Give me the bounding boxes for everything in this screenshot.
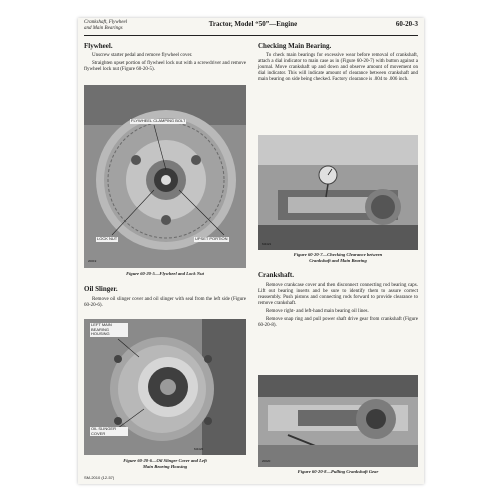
checking-caption-line1: Figure 60-20-7—Checking Clearance between [293,252,383,257]
flywheel-photo-id: 20019 [88,259,97,263]
crankshaft-caption: Figure 60-20-8—Pulling Crankshaft Gear [297,469,379,474]
oil-slinger-caption [84,458,246,469]
checking-photo [258,135,418,250]
callout-upset-portion: UPSET PORTION [195,236,228,241]
oil-slinger-photo-id: M4420 [194,447,204,451]
oil-slinger-paragraph-1: Remove oil slinger cover and oil slinger with seal from the left side (Figure 60-20-6). [84,297,246,308]
crankshaft-paragraph-3: Remove snap ring and pull power shaft drive gear from crankshaft (Figure 60-20-8). [258,317,418,328]
callout-lock-nut: LOCK NUT [97,236,118,241]
checking-heading: Checking Main Bearing. [258,42,332,50]
crankshaft-paragraph-1: Remove crankcase cover and then disconnect connecting rod bearing caps. Lift out bearing inserts and be sure to identify them to assure correct reassembly. Push pistons and connecting rods forward to provide clearance to remove crankshaft. [258,283,418,306]
checking-paragraph-1: To check main bearings for excessive wear before removal of crankshaft, attach a dial indicator to main case as in (Figure 60-20-7) with button against a journal. Move crankshaft up and down and observe amount of movement on dial indicator. This will indicate amount of clearance between crankshaft and main bearing on side being checked. Factory clearance is .004 to .006 inch. [258,53,418,82]
manual-page [78,18,424,484]
flywheel-paragraph-1: Unscrew starter pedal and remove flywheel cover. [92,53,193,58]
checking-text [258,53,418,83]
flywheel-caption: Figure 60-20-5—Flywheel and Lock Nut [126,271,204,276]
page-footer-code: SM-2010 (12-57) [84,475,115,480]
crankshaft-heading: Crankshaft. [258,271,294,279]
crankshaft-photo-id: 20020 [262,459,271,463]
oil-slinger-text [84,297,246,309]
crankshaft-paragraph-2: Remove right- and left-hand main bearing oil lines. [266,309,369,314]
flywheel-heading: Flywheel. [84,42,113,50]
section-header-line2: and Main Bearings [84,26,123,31]
section-header-line1: Crankshaft, Flywheel [84,20,128,25]
crankshaft-photo [258,375,418,467]
oil-slinger-photo [84,319,246,455]
callout-oil-slinger-cover: OIL SLINGER COVER [90,427,128,436]
callout-clamping-bolt: FLYWHEEL CLAMPING BOLT [131,118,186,123]
crankshaft-text [258,283,418,329]
page-title: Tractor, Model “50”—Engine [208,20,298,28]
flywheel-paragraph-2: Straighten upset portion of flywheel lock nut with a screwdriver and remove flywheel lock nut (Figure 60-20-5). [84,61,246,72]
checking-caption [258,252,418,263]
section-header [84,20,154,32]
checking-caption-line2: Crankshaft and Main Bearing [309,257,367,263]
callout-left-main-bearing-housing: LEFT MAIN BEARING HOUSING [90,323,128,337]
oil-slinger-caption-line2: Main Bearing Housing [142,463,188,469]
header-divider [84,35,418,36]
checking-photo-id: M4421 [262,242,272,246]
page-number: 60-20-3 [395,20,418,28]
oil-slinger-caption-line1: Figure 60-20-6—Oil Slinger Cover and Left [123,458,207,463]
oil-slinger-heading: Oil Slinger. [84,285,118,293]
flywheel-photo [84,85,246,268]
flywheel-text [84,53,246,73]
